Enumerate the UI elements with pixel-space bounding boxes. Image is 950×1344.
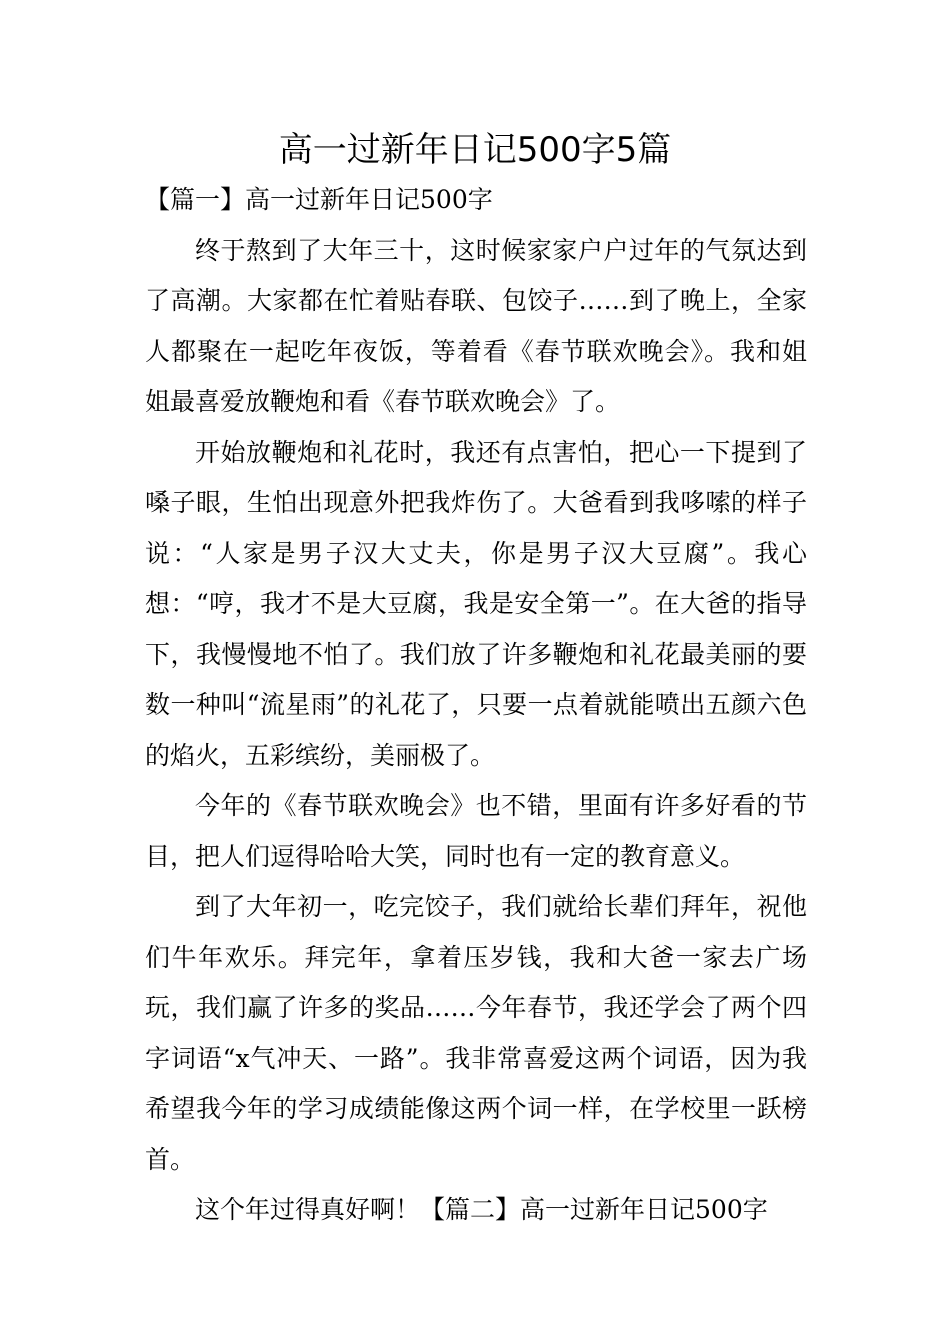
- paragraph: 终于熬到了大年三十，这时候家家户户过年的气氛达到了高潮。大家都在忙着贴春联、包饺子……到了晚上，全家人都聚在一起吃年夜饭，等着看《春节联欢晚会》。我和姐姐最喜爱放鞭炮和看《春节联欢晚会》了。: [145, 235, 807, 416]
- paragraph: 今年的《春节联欢晚会》也不错，里面有许多好看的节目，把人们逗得哈哈大笑，同时也有一定的教育意义。: [145, 791, 807, 871]
- paragraph: 这个年过得真好啊！【篇二】高一过新年日记500字: [195, 1195, 768, 1224]
- document-title: 高一过新年日记500字5篇: [278, 130, 672, 170]
- paragraph: 开始放鞭炮和礼花时，我还有点害怕，把心一下提到了嗓子眼，生怕出现意外把我炸伤了。大爸看到我哆嗦的样子说：“人家是男子汉大丈夫，你是男子汉大豆腐”。我心想：“哼，我才不是大豆腐，我是安全第一”。在大爸的指导下，我慢慢地不怕了。我们放了许多鞭炮和礼花最美丽的要数一种叫“流星雨”的礼花了，只要一点着就能喷出五颜六色的焰火，五彩缤纷，美丽极了。: [145, 437, 807, 770]
- section-heading: 【篇一】高一过新年日记500字: [145, 185, 493, 214]
- paragraph: 到了大年初一，吃完饺子，我们就给长辈们拜年，祝他们牛年欢乐。拜完年，拿着压岁钱，我和大爸一家去广场玩，我们赢了许多的奖品……今年春节，我还学会了两个四字词语“x气冲天、一路”。我非常喜爱这两个词语，因为我希望我今年的学习成绩能像这两个词一样，在学校里一跃榜首。: [145, 892, 807, 1174]
- document-body: [145, 175, 807, 1236]
